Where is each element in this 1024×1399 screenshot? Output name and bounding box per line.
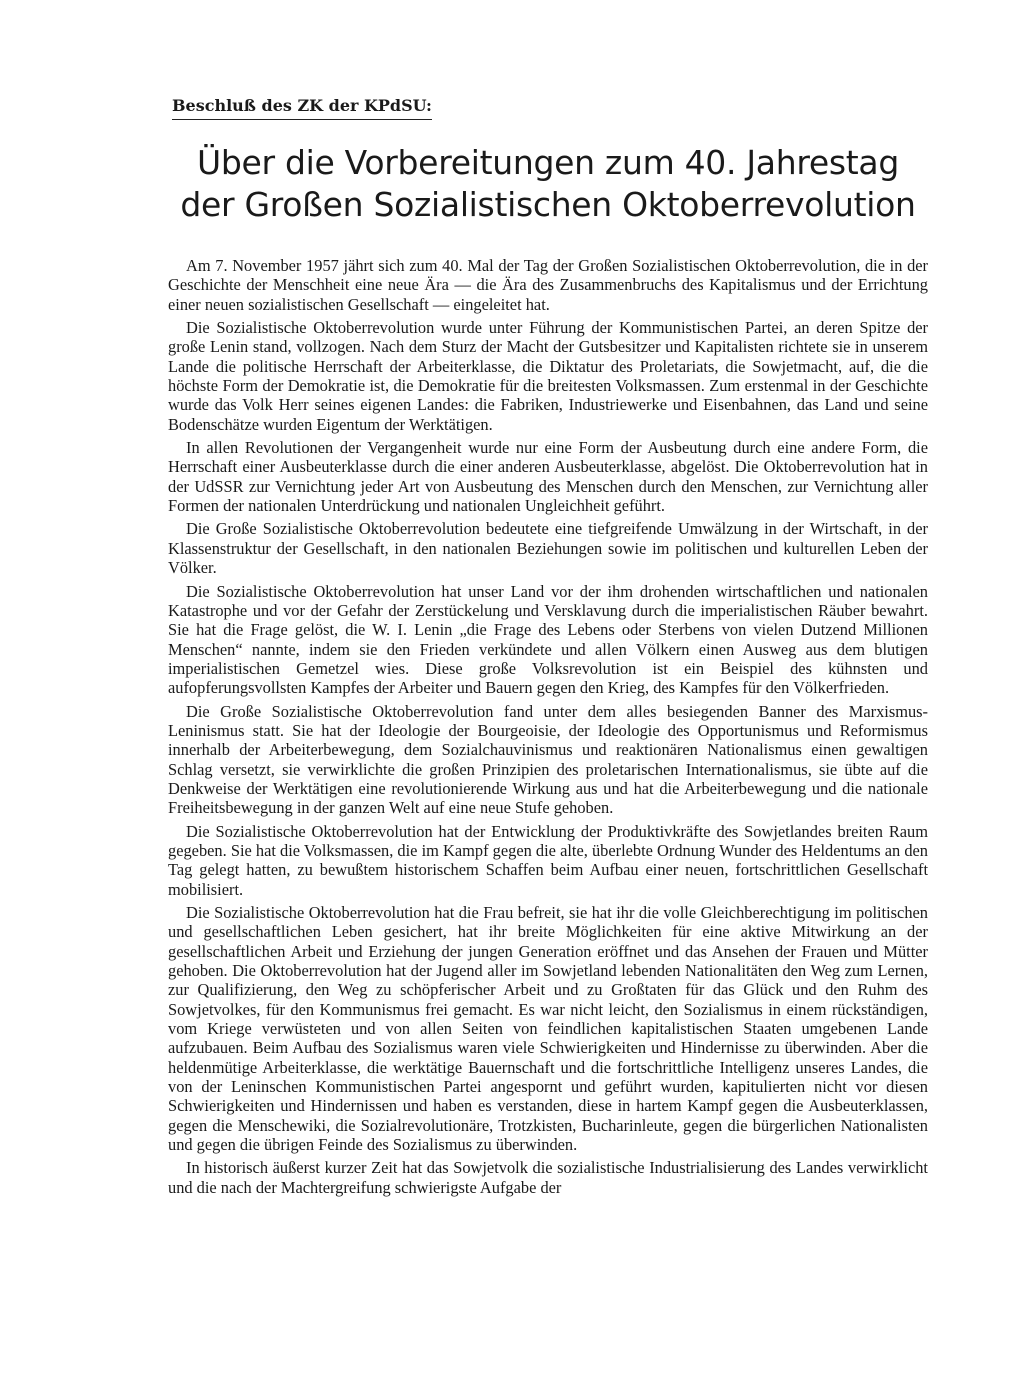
paragraph: Die Große Sozialistische Oktoberrevolution fand unter dem alles besiegenden Banner des Marxismus-Leninismus statt. Sie hat der Ideologie der Bourgeoisie, der Ideologie des Opportunismus und Reformismus innerhalb der Arbeiterbewegung, dem Sozialchauvinismus und reaktionären Nationalismus einen gewaltigen Schlag versetzt, sie verwirklichte die großen Prinzipien des proletarischen Internationalismus, sie übte auf die Denkweise der Werktätigen eine revolutionierende Wirkung aus und hat die Arbeiterbewegung und die nationale Freiheitsbewegung in der ganzen Welt auf eine neue Stufe gehoben.	[168, 701, 928, 818]
paragraph: Die Große Sozialistische Oktoberrevolution bedeutete eine tiefgreifende Umwälzung in der Wirtschaft, in der Klassenstruktur der Gesellschaft, in den nationalen Beziehungen sowie im politischen und kulturellen Leben der Völker.	[168, 519, 928, 578]
document-page	[168, 96, 928, 1201]
paragraph: Die Sozialistische Oktoberrevolution hat der Entwicklung der Produktivkräfte des Sowjetlandes breiten Raum gegeben. Sie hat die Volksmassen, die im Kampf gegen die alte, überlebte Ordnung Wunder des Heldentums an den Tag gelegt hatten, zu bewußtem historischem Schaffen beim Aufbau einer neuen, fortschrittlichen Gesellschaft mobilisiert.	[168, 821, 928, 899]
title-line-2: der Großen Sozialistischen Oktoberrevolution	[180, 185, 916, 224]
paragraph: In historisch äußerst kurzer Zeit hat das Sowjetvolk die sozialistische Industrialisierung des Landes verwirklicht und die nach der Machtergreifung schwierigste Aufgabe der	[168, 1158, 928, 1197]
paragraph: Die Sozialistische Oktoberrevolution wurde unter Führung der Kommunistischen Partei, an deren Spitze der große Lenin stand, vollzogen. Nach dem Sturz der Macht der Gutsbesitzer und Kapitalisten richtete sie in unserem Lande die politische Herrschaft der Arbeiterklasse, die Diktatur des Proletariats, die Sowjetmacht, auf, die die höchste Form der Demokratie ist, die Demokratie für die breitesten Volksmassen. Zum erstenmal in der Geschichte wurde das Volk Herr seines eigenen Landes: die Fabriken, Industriewerke und Eisenbahnen, das Land und seine Bodenschätze wurden Eigentum der Werktätigen.	[168, 318, 928, 434]
document-body	[168, 256, 928, 1197]
resolution-heading: Beschluß des ZK der KPdSU:	[172, 96, 432, 120]
paragraph: Die Sozialistische Oktoberrevolution hat unser Land vor der ihm drohenden wirtschaftlichen und nationalen Katastrophe und vor der Gefahr der Zerstückelung und Versklavung durch die imperialistischen Räuber bewahrt. Sie hat die Frage gelöst, die W. I. Lenin „die Frage des Lebens oder Sterbens von vielen Dutzend Millionen Menschen“ nannte, indem sie den Frieden verkündete und allen Völkern einen Ausweg aus dem blutigen imperialistischen Gemetzel wies. Diese große Volksrevolution ist ein Beispiel des kühnsten und aufopferungsvollsten Kampfes der Arbeiter und Bauern gegen den Krieg, des Kampfes für den Völkerfrieden.	[168, 581, 928, 698]
paragraph: Am 7. November 1957 jährt sich zum 40. Mal der Tag der Großen Sozialistischen Oktoberrevolution, die in der Geschichte der Menschheit eine neue Ära — die Ära des Zusammenbruchs des Kapitalismus und der Errichtung einer neuen sozialistischen Gesellschaft — eingeleitet hat.	[168, 256, 928, 314]
paragraph: In allen Revolutionen der Vergangenheit wurde nur eine Form der Ausbeutung durch eine andere Form, die Herrschaft einer Ausbeuterklasse durch die einer anderen Ausbeuterklasse, abgelöst. Die Oktoberrevolution hat in der UdSSR zur Vernichtung jeder Art von Ausbeutung des Menschen durch den Menschen, zur Vernichtung aller Formen der nationalen Unterdrückung und nationalen Ungleichheit geführt.	[168, 438, 928, 516]
title-line-1: Über die Vorbereitungen zum 40. Jahrestag	[197, 143, 899, 182]
paragraph: Die Sozialistische Oktoberrevolution hat die Frau befreit, sie hat ihr die volle Gleichberechtigung im politischen und gesellschaftlichen Leben gesichert, hat ihr breite Möglichkeiten für eine aktive Mitwirkung an der gesellschaftlichen Arbeit und Erziehung der jungen Generation eröffnet und das Ansehen der Frauen und Mütter gehoben. Die Oktoberrevolution hat der Jugend aller im Sowjetland lebenden Nationalitäten den Weg zum Lernen, zur Qualifizierung, den Weg zu schöpferischer Arbeit und zu Großtaten für das Glück und den Ruhm des Sowjetvolkes, für den Kommunismus frei gemacht. Es war nicht leicht, den Sozialismus in einem rückständigen, vom Kriege verwüsteten und von allen Seiten von feindlichen kapitalistischen Staaten umgebenen Lande aufzubauen. Beim Aufbau des Sozialismus waren viele Schwierigkeiten und Hindernisse zu überwinden. Aber die heldenmütige Arbeiterklasse, die werktätige Bauernschaft und die fortschrittliche Intelligenz unseres Landes, die von der Leninschen Kommunistischen Partei angespornt und geführt wurden, kapitulierten nicht vor diesen Schwierigkeiten und Hindernissen und haben es verstanden, diese in hartem Kampf gegen die Ausbeuterklassen, gegen die Menschewiki, die Sozialrevolutionäre, Trotzkisten, Bucharinleute, gegen die bürgerlichen Nationalisten und gegen die übrigen Feinde des Sozialismus zu überwinden.	[168, 903, 928, 1155]
document-title	[168, 142, 928, 226]
